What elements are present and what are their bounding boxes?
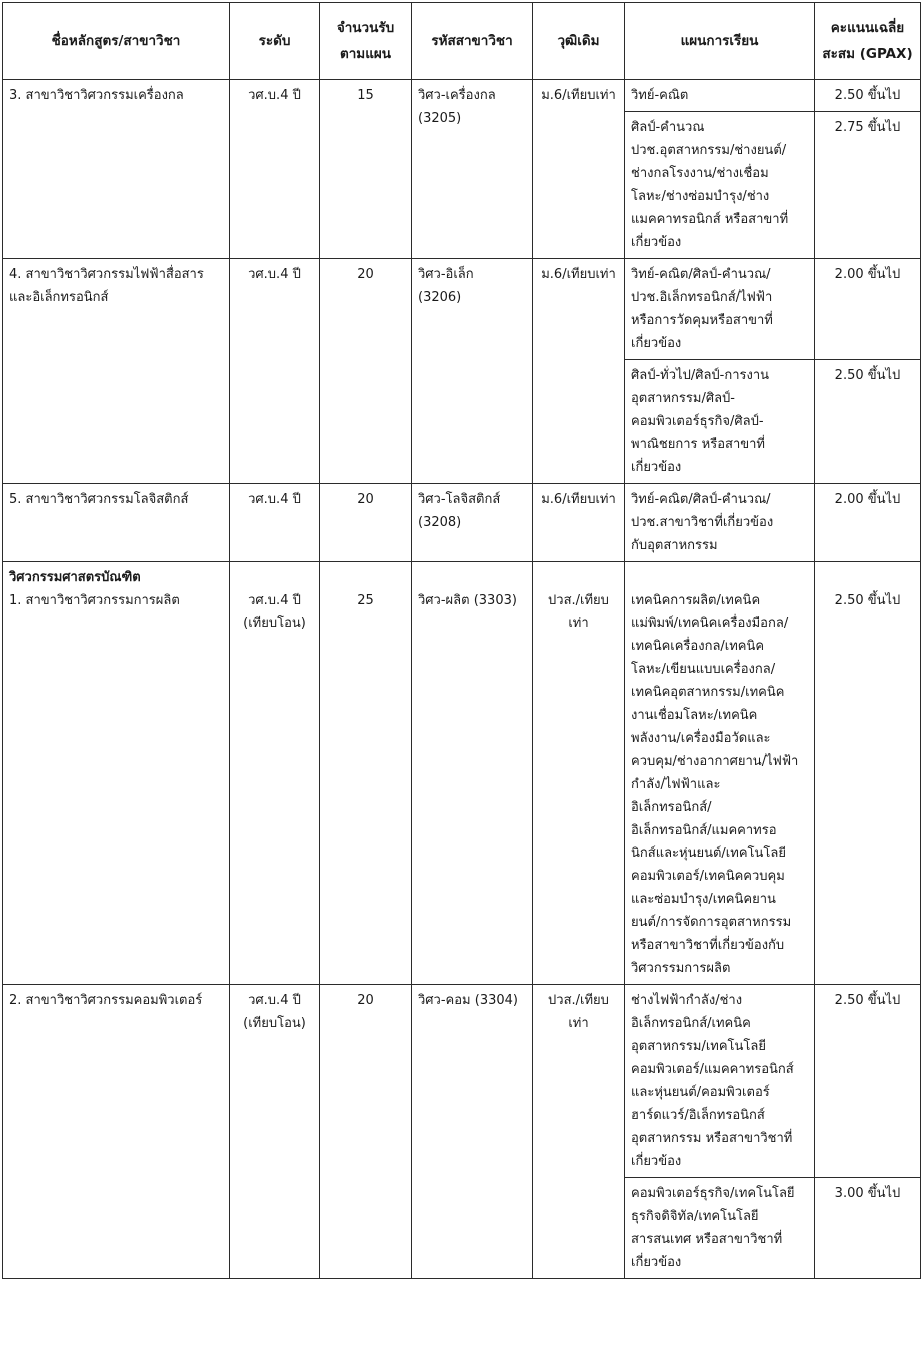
program-level: วศ.บ.4 ปี (เทียบโอน) [230,562,320,985]
program-level: วศ.บ.4 ปี [230,259,320,484]
gpax-requirement: 2.75 ขึ้นไป [815,112,921,259]
table-row [3,80,921,112]
study-plan: วิทย์-คณิต/ศิลป์-คำนวณ/ ปวช.สาขาวิชาที่เกี่ยวข้อง กับอุตสาหกรรม [625,484,815,562]
gpax-requirement: 2.50 ขึ้นไป [815,360,921,484]
study-plan: วิทย์-คณิต [625,80,815,112]
program-name: 4. สาขาวิชาวิศวกรรมไฟฟ้าสื่อสาร และอิเล็กทรอนิกส์ [3,259,230,484]
gpax-requirement: 2.50 ขึ้นไป [815,80,921,112]
program-level: วศ.บ.4 ปี (เทียบโอน) [230,985,320,1279]
program-name: 5. สาขาวิชาวิศวกรรมโลจิสติกส์ [3,484,230,562]
table-row [3,484,921,562]
header-gpax: คะแนนเฉลี่ย สะสม (GPAX) [815,3,921,80]
program-quota: 20 [320,985,412,1279]
study-plan: ช่างไฟฟ้ากำลัง/ช่าง อิเล็กทรอนิกส์/เทคนิค อุตสาหกรรม/เทคโนโลยี คอมพิวเตอร์/แมคคาทรอนิกส์ และหุ่นยนต์/คอมพิวเตอร์ ฮาร์ดแวร์/อิเล็กทรอนิกส์ อุตสาหกรรม หรือสาขาวิชาที่ เกี่ยวข้อง [625,985,815,1178]
program-quota: 15 [320,80,412,259]
header-code: รหัสสาขาวิชา [412,3,533,80]
header-qual: วุฒิเดิม [533,3,625,80]
program-code: วิศว-โลจิสติกส์ (3208) [412,484,533,562]
program-qual: ปวส./เทียบเท่า [533,985,625,1279]
study-plan: ศิลป์-ทั่วไป/ศิลป์-การงาน อุตสาหกรรม/ศิลป์- คอมพิวเตอร์ธุรกิจ/ศิลป์- พาณิชยการ หรือสาขาที่ เกี่ยวข้อง [625,360,815,484]
program-level: วศ.บ.4 ปี [230,80,320,259]
program-name: 2. สาขาวิชาวิศวกรรมคอมพิวเตอร์ [3,985,230,1279]
header-level: ระดับ [230,3,320,80]
header-name: ชื่อหลักสูตร/สาขาวิชา [3,3,230,80]
gpax-requirement: 2.00 ขึ้นไป [815,259,921,360]
study-plan: เทคนิคการผลิต/เทคนิค แม่พิมพ์/เทคนิคเครื่องมือกล/ เทคนิคเครื่องกล/เทคนิค โลหะ/เขียนแบบเครื่องกล/ เทคนิคอุตสาหกรรม/เทคนิค งานเชื่อมโลหะ/เทคนิค พลังงาน/เครื่องมือวัดและ ควบคุม/ช่างอากาศยาน/ไฟฟ้า กำลัง/ไฟฟ้าและ อิเล็กทรอนิกส์/ อิเล็กทรอนิกส์/แมคคาทรอ นิกส์และหุ่นยนต์/เทคโนโลยี คอมพิวเตอร์/เทคนิคควบคุม และซ่อมบำรุง/เทคนิคยาน ยนต์/การจัดการอุตสาหกรรม หรือสาขาวิชาที่เกี่ยวข้องกับ วิศวกรรมการผลิต [625,562,815,985]
header-quota: จำนวนรับ ตามแผน [320,3,412,80]
program-qual: ม.6/เทียบเท่า [533,259,625,484]
section-heading: วิศวกรรมศาสตรบัณฑิต [9,570,141,585]
table-row [3,985,921,1178]
program-code: วิศว-คอม (3304) [412,985,533,1279]
table-row [3,562,921,985]
program-cell [3,562,230,985]
program-code: วิศว-อิเล็ก (3206) [412,259,533,484]
program-level: วศ.บ.4 ปี [230,484,320,562]
program-name: 3. สาขาวิชาวิศวกรรมเครื่องกล [3,80,230,259]
study-plan: ศิลป์-คำนวณ ปวช.อุตสาหกรรม/ช่างยนต์/ ช่างกลโรงงาน/ช่างเชื่อม โลหะ/ช่างซ่อมบำรุง/ช่าง แมคคาทรอนิกส์ หรือสาขาที่ เกี่ยวข้อง [625,112,815,259]
program-name: 1. สาขาวิชาวิศวกรรมการผลิต [9,593,180,608]
program-quota: 20 [320,484,412,562]
header-plan: แผนการเรียน [625,3,815,80]
study-plan: วิทย์-คณิต/ศิลป์-คำนวณ/ ปวช.อิเล็กทรอนิกส์/ไฟฟ้า หรือการวัดคุมหรือสาขาที่ เกี่ยวข้อง [625,259,815,360]
gpax-requirement: 2.50 ขึ้นไป [815,562,921,985]
program-qual: ม.6/เทียบเท่า [533,80,625,259]
admission-table [2,2,921,1279]
study-plan: คอมพิวเตอร์ธุรกิจ/เทคโนโลยี ธุรกิจดิจิทัล/เทคโนโลยี สารสนเทศ หรือสาขาวิชาที่ เกี่ยวข้อง [625,1178,815,1279]
gpax-requirement: 2.50 ขึ้นไป [815,985,921,1178]
program-code: วิศว-ผลิต (3303) [412,562,533,985]
program-qual: ปวส./เทียบเท่า [533,562,625,985]
header-row [3,3,921,80]
gpax-requirement: 3.00 ขึ้นไป [815,1178,921,1279]
program-quota: 20 [320,259,412,484]
program-qual: ม.6/เทียบเท่า [533,484,625,562]
program-code: วิศว-เครื่องกล (3205) [412,80,533,259]
table-row [3,259,921,360]
program-quota: 25 [320,562,412,985]
gpax-requirement: 2.00 ขึ้นไป [815,484,921,562]
